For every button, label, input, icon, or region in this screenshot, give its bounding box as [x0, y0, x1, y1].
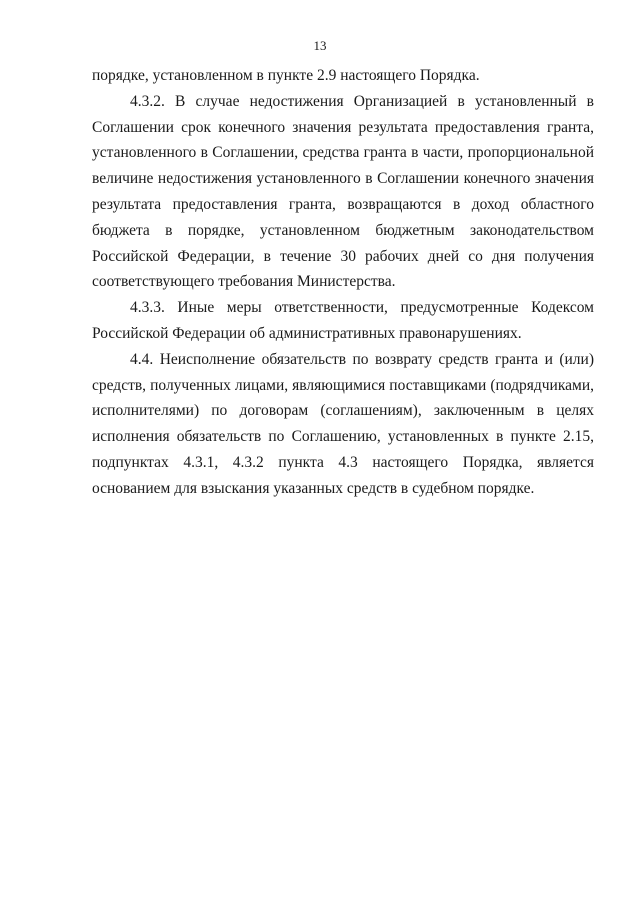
page-number: 13	[313, 38, 327, 53]
paragraph-4-3-2: 4.3.2. В случае недостижения Организацией в установленный в Соглашении срок конечного значения результата предоставления гранта, установленного в Соглашении, средства гранта в части, пропорциональной величине недостижения установленного в Соглашении конечного значения результата предоставления гранта, возвращаются в доход областного бюджета в порядке, установленном бюджетным законодательством Российской Федерации, в течение 30 рабочих дней со дня получения соответствующего требования Министерства.	[92, 92, 594, 291]
paragraph-4-3-3: 4.3.3. Иные меры ответственности, предусмотренные Кодексом Российской Федерации об административных правонарушениях.	[92, 299, 594, 342]
paragraph-continuation: порядке, установленном в пункте 2.9 настоящего Порядка.	[92, 67, 480, 84]
document-body	[92, 63, 594, 502]
paragraph-4-4: 4.4. Неисполнение обязательств по возврату средств гранта и (или) средств, полученных лицами, являющимися поставщиками (подрядчиками, исполнителями) по договорам (соглашениям), заключенным в целях исполнения обязательств по Соглашению, установленных в пункте 2.15, подпунктах 4.3.1, 4.3.2 пункта 4.3 настоящего Порядка, является основанием для взыскания указанных средств в судебном порядке.	[92, 350, 594, 497]
